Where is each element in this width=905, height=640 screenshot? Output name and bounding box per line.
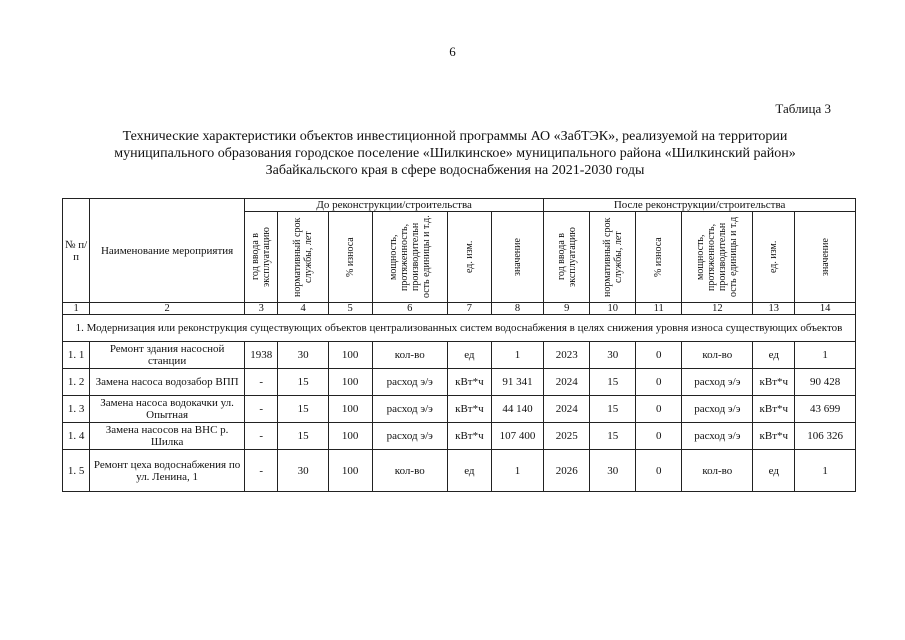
cell: 91 341 (491, 369, 543, 396)
col-number: 5 (328, 303, 372, 315)
col-number: 13 (753, 303, 795, 315)
cell: 2023 (544, 342, 590, 369)
row-no: 1. 2 (63, 369, 90, 396)
cell: 2025 (544, 423, 590, 450)
cell: кВт*ч (447, 369, 491, 396)
cell: ед (753, 342, 795, 369)
cell: расход э/э (682, 369, 753, 396)
cell: ед (447, 342, 491, 369)
cell: 1 (491, 450, 543, 492)
row-name: Замена насоса водозабор ВПП (90, 369, 245, 396)
header-before-param: мощность, протяженность, производительн ость единицы и т.д. (387, 215, 432, 299)
cell: - (245, 369, 278, 396)
cell: 15 (278, 396, 328, 423)
cell: 15 (590, 423, 636, 450)
cell: ед (447, 450, 491, 492)
header-after-group: После реконструкции/строительства (544, 199, 856, 212)
header-before-wear: % износа (344, 237, 356, 277)
cell: расход э/э (372, 369, 447, 396)
cell: 15 (278, 369, 328, 396)
row-name: Ремонт цеха водоснабжения по ул. Ленина, 1 (90, 450, 245, 492)
cell: ед (753, 450, 795, 492)
cell: расход э/э (372, 423, 447, 450)
cell: расход э/э (682, 396, 753, 423)
cell: 90 428 (795, 369, 856, 396)
cell: 43 699 (795, 396, 856, 423)
row-no: 1. 4 (63, 423, 90, 450)
cell: 1 (491, 342, 543, 369)
cell: - (245, 450, 278, 492)
column-number-row (63, 303, 856, 315)
table-row (63, 342, 856, 369)
cell: 1938 (245, 342, 278, 369)
header-before-unit: ед. изм. (463, 240, 475, 274)
col-number: 4 (278, 303, 328, 315)
cell: кВт*ч (753, 369, 795, 396)
header-name: Наименование мероприятия (90, 199, 245, 303)
cell: расход э/э (372, 396, 447, 423)
cell: 2024 (544, 369, 590, 396)
header-before-group: До реконструкции/строительства (245, 199, 544, 212)
table-label: Таблица 3 (775, 101, 831, 116)
cell: 15 (590, 396, 636, 423)
col-number: 9 (544, 303, 590, 315)
col-number: 1 (63, 303, 90, 315)
cell: кВт*ч (447, 396, 491, 423)
cell: 1 (795, 450, 856, 492)
col-number: 2 (90, 303, 245, 315)
cell: 15 (278, 423, 328, 450)
header-after-life: нормативный срок службы, лет (601, 217, 624, 297)
row-no: 1. 3 (63, 396, 90, 423)
table-row (63, 396, 856, 423)
cell: 0 (636, 342, 682, 369)
cell: 107 400 (491, 423, 543, 450)
cell: кВт*ч (753, 396, 795, 423)
col-number: 3 (245, 303, 278, 315)
cell: 15 (590, 369, 636, 396)
characteristics-table (62, 198, 856, 492)
cell: 0 (636, 396, 682, 423)
cell: 100 (328, 369, 372, 396)
row-name: Ремонт здания насосной станции (90, 342, 245, 369)
cell: кол-во (372, 342, 447, 369)
col-number: 14 (795, 303, 856, 315)
cell: 106 326 (795, 423, 856, 450)
col-number: 6 (372, 303, 447, 315)
header-after-unit: ед. изм. (768, 240, 780, 274)
title-line: муниципального образования городское поселение «Шилкинское» муниципального района «Шилкинский район» (114, 146, 796, 161)
cell: 30 (590, 450, 636, 492)
table-row (63, 450, 856, 492)
cell: - (245, 396, 278, 423)
cell: кол-во (372, 450, 447, 492)
cell: 100 (328, 342, 372, 369)
table-row (63, 369, 856, 396)
cell: 1 (795, 342, 856, 369)
header-group-row (63, 199, 856, 212)
cell: - (245, 423, 278, 450)
cell: 0 (636, 423, 682, 450)
header-after-wear: % износа (653, 237, 665, 277)
row-no: 1. 1 (63, 342, 90, 369)
cell: 30 (590, 342, 636, 369)
row-no: 1. 5 (63, 450, 90, 492)
row-name: Замена насоса водокачки ул. Опытная (90, 396, 245, 423)
col-number: 11 (636, 303, 682, 315)
header-after-param: мощность, протяженность, производительн ость единицы и т.д (695, 216, 740, 298)
table-row (63, 423, 856, 450)
cell: 2024 (544, 396, 590, 423)
cell: 0 (636, 450, 682, 492)
section-title: 1. Модернизация или реконструкция существующих объектов централизованных систем водоснабжения в целях снижения уровня износа существующих объектов (63, 315, 856, 342)
cell: 30 (278, 342, 328, 369)
cell: кВт*ч (447, 423, 491, 450)
header-before-value: значение (512, 238, 524, 276)
title-line: Забайкальского края в сфере водоснабжения на 2021-2030 годы (265, 163, 645, 178)
cell: 0 (636, 369, 682, 396)
cell: кол-во (682, 450, 753, 492)
col-number: 12 (682, 303, 753, 315)
section-row (63, 315, 856, 342)
header-before-life: нормативный срок службы, лет (292, 217, 315, 297)
header-before-year: год ввода в эксплуатацию (250, 227, 273, 287)
cell: расход э/э (682, 423, 753, 450)
cell: 100 (328, 450, 372, 492)
cell: 100 (328, 423, 372, 450)
cell: 44 140 (491, 396, 543, 423)
title-line: Технические характеристики объектов инвестиционной программы АО «ЗабТЭК», реализуемой на территории (122, 129, 788, 144)
col-number: 8 (491, 303, 543, 315)
row-name: Замена насосов на ВНС р. Шилка (90, 423, 245, 450)
col-number: 7 (447, 303, 491, 315)
col-number: 10 (590, 303, 636, 315)
cell: 2026 (544, 450, 590, 492)
cell: кол-во (682, 342, 753, 369)
header-after-year: год ввода в эксплуатацию (555, 227, 578, 287)
cell: 100 (328, 396, 372, 423)
header-after-value: значение (819, 238, 831, 276)
cell: 30 (278, 450, 328, 492)
header-no: № п/ п (63, 199, 90, 303)
cell: кВт*ч (753, 423, 795, 450)
page-number: 6 (449, 44, 456, 59)
table-title (60, 128, 850, 179)
